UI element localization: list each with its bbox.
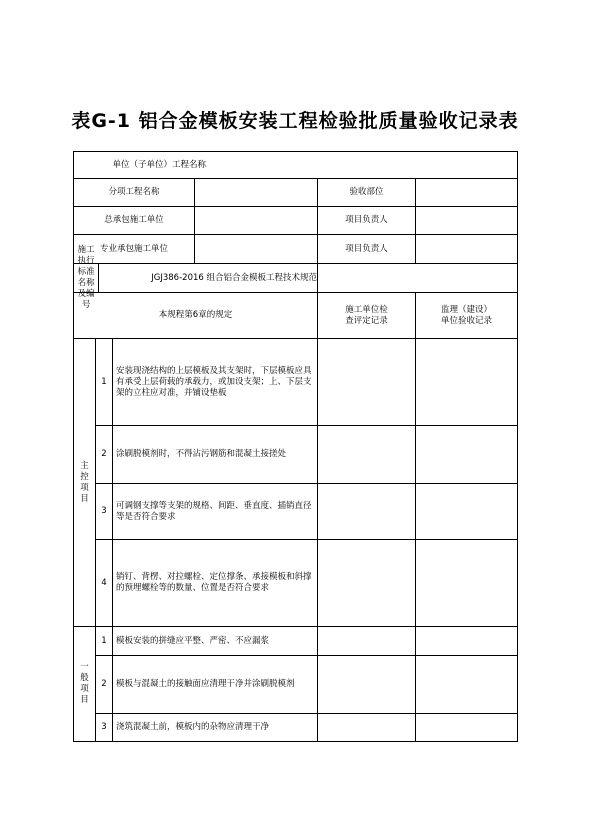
item-number: 3 (96, 714, 113, 742)
item-number: 2 (96, 426, 113, 484)
contractor-check-column-header: 施工单位检 查评定记录 (318, 293, 416, 339)
main-item-row (74, 484, 518, 540)
contractor-check-cell[interactable] (318, 656, 416, 714)
contractor-check-cell[interactable] (318, 426, 416, 484)
contractor-check-cell[interactable] (318, 484, 416, 540)
column-header-row (74, 293, 518, 339)
general-items-group-label: 一 般 项 目 (74, 627, 96, 742)
regulation-column-header: 本规程第6章的规定 (74, 293, 318, 339)
main-item-row (74, 540, 518, 627)
standard-label: 施工执行标准名称及编号 (74, 264, 99, 292)
supervisor-check-cell[interactable] (416, 714, 518, 742)
supervisor-check-cell[interactable] (416, 426, 518, 484)
item-number: 4 (96, 540, 113, 627)
supervisor-check-column-header: 监理（建设） 单位验收记录 (416, 293, 518, 339)
general-item-row (74, 714, 518, 742)
project-manager-value-2[interactable] (416, 235, 518, 264)
unit-project-label: 单位（子单位）工程名称 (112, 159, 207, 170)
supervisor-check-cell[interactable] (416, 540, 518, 627)
specialty-contractor-value[interactable] (195, 235, 317, 263)
general-contractor-label: 总承包施工单位 (74, 207, 195, 234)
header-row-specialty-contractor (74, 235, 518, 264)
header-row-general-contractor (74, 207, 518, 235)
header-row-standard (74, 264, 518, 293)
item-number: 1 (96, 627, 113, 656)
project-manager-label-1: 项目负责人 (318, 207, 416, 235)
acceptance-part-value[interactable] (416, 179, 518, 207)
contractor-check-cell[interactable] (318, 627, 416, 656)
subitem-value[interactable] (195, 179, 317, 206)
specialty-contractor-label: 专业承包施工单位 (74, 235, 195, 263)
main-item-row (74, 426, 518, 484)
item-text: 可调钢支撑等支架的规格、间距、垂直度、插销直径等是否符合要求 (113, 484, 318, 540)
item-number: 3 (96, 484, 113, 540)
item-number: 2 (96, 656, 113, 714)
general-item-row (74, 627, 518, 656)
general-item-row (74, 656, 518, 714)
supervisor-check-cell[interactable] (416, 656, 518, 714)
item-text: 模板安装的拼缝应平整、严密、不应漏浆 (113, 627, 318, 656)
inspection-record-table (73, 151, 518, 742)
subitem-label: 分项工程名称 (74, 179, 195, 206)
acceptance-part-label: 验收部位 (318, 179, 416, 207)
project-manager-value-1[interactable] (416, 207, 518, 235)
item-text: 模板与混凝土的接触面应清理干净并涂刷脱模剂 (113, 656, 318, 714)
standard-value: JGJ386-2016 组合铝合金模板工程技术规范 (151, 272, 317, 283)
project-manager-label-2: 项目负责人 (318, 235, 416, 264)
item-number: 1 (96, 339, 113, 426)
main-items-group-label: 主 控 项 目 (74, 339, 96, 627)
contractor-check-cell[interactable] (318, 540, 416, 627)
supervisor-check-cell[interactable] (416, 484, 518, 540)
contractor-check-cell[interactable] (318, 714, 416, 742)
item-text: 浇筑混凝土前，模板内的杂物应清理干净 (113, 714, 318, 742)
supervisor-check-cell[interactable] (416, 339, 518, 426)
supervisor-check-cell[interactable] (416, 627, 518, 656)
main-item-row (74, 339, 518, 426)
header-row-unit-project (74, 152, 518, 179)
general-contractor-value[interactable] (195, 207, 317, 234)
header-row-subitem (74, 179, 518, 207)
item-text: 涂刷脱模剂时，不得沾污钢筋和混凝土接搓处 (113, 426, 318, 484)
page-title: 表G-1 铝合金模板安装工程检验批质量验收记录表 (71, 110, 519, 132)
contractor-check-cell[interactable] (318, 339, 416, 426)
item-text: 安装现浇结构的上层模板及其支架时，下层模板应具有承受上层荷载的承载力，或加设支架；上、下层支架的立柱应对准，并铺设垫板 (113, 339, 318, 426)
item-text: 销钉、背楞、对拉螺栓、定位撑条、承接模板和斜撑的预埋螺栓等的数量、位置是否符合要求 (113, 540, 318, 627)
